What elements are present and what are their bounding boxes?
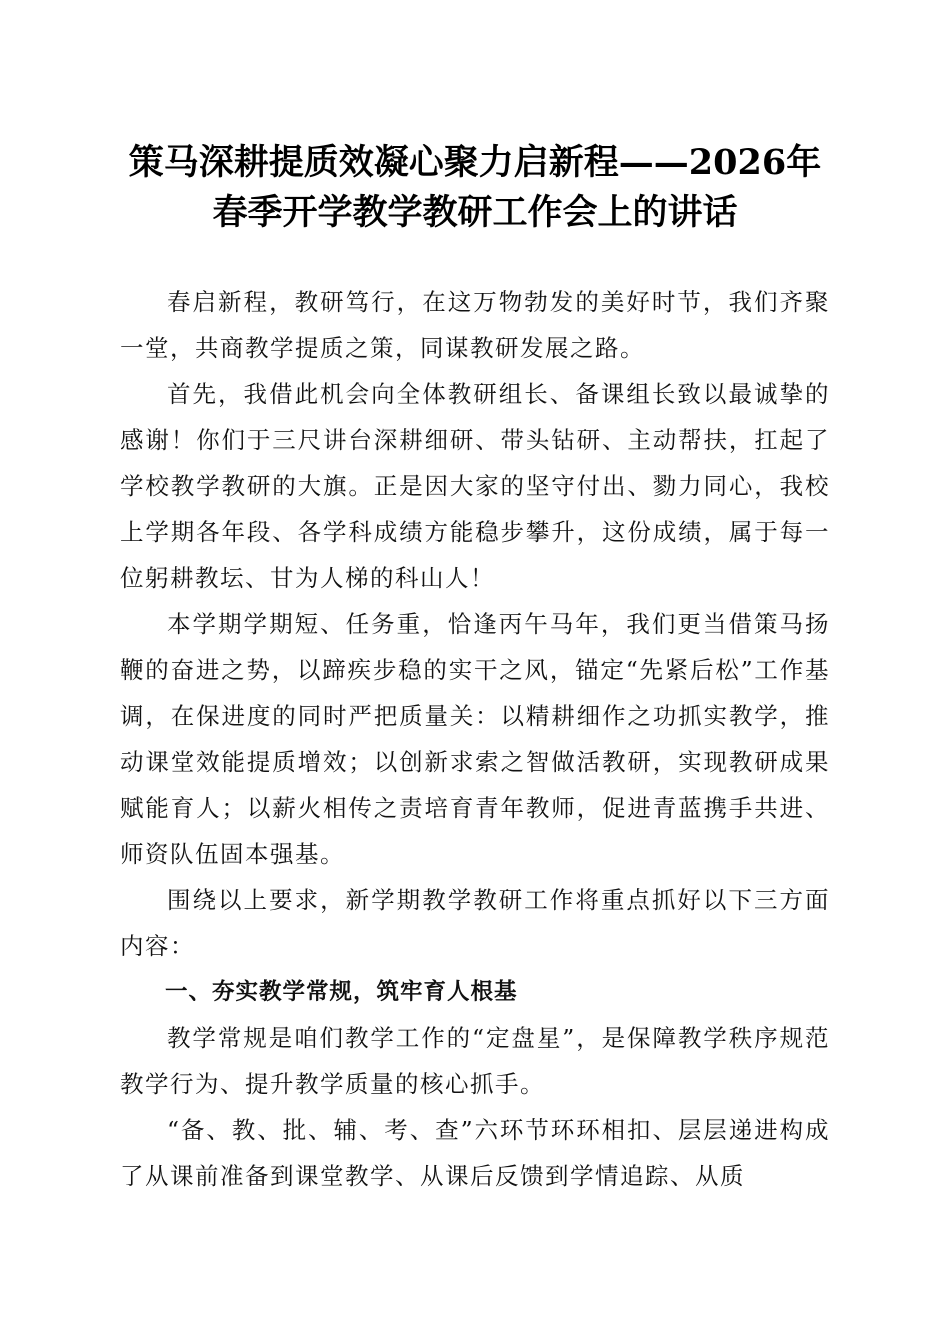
paragraph-opening: 春启新程，教研笃行，在这万物勃发的美好时节，我们齐聚一堂，共商教学提质之策，同谋教研发展之路。 [120, 288, 830, 362]
paragraph-overview: 围绕以上要求，新学期教学教研工作将重点抓好以下三方面内容： [120, 886, 830, 960]
document-body [120, 279, 830, 1199]
paragraph-six-steps: “备、教、批、辅、考、查”六环节环环相扣、层层递进构成了从课前准备到课堂教学、从课后反馈到学情追踪、从质 [120, 1116, 830, 1190]
title-line-2: 春季开学教学教研工作会上的讲话 [212, 192, 738, 233]
paragraph-semester-goals: 本学期学期短、任务重，恰逢丙午马年，我们更当借策马扬鞭的奋进之势，以蹄疾步稳的实干之风，锚定“先紧后松”工作基调，在保进度的同时严把质量关：以精耕细作之功抓实教学，推动课堂效能提质增效；以创新求索之智做活教研，实现教研成果赋能育人；以薪火相传之责培育青年教师，促进青蓝携手共进、师资队伍固本强基。 [120, 610, 830, 868]
paragraph-thanks: 首先，我借此机会向全体教研组长、备课组长致以最诚挚的感谢！你们于三尺讲台深耕细研、带头钻研、主动帮扶，扛起了学校教学教研的大旗。正是因大家的坚守付出、勠力同心，我校上学期各年段、各学科成绩方能稳步攀升，这份成绩，属于每一位躬耕教坛、甘为人梯的科山人！ [120, 380, 830, 592]
document-title [60, 138, 890, 238]
paragraph-teaching-routine: 教学常规是咱们教学工作的“定盘星”，是保障教学秩序规范教学行为、提升教学质量的核心抓手。 [120, 1024, 830, 1098]
section-heading-1: 一、夯实教学常规，筑牢育人根基 [165, 979, 518, 1005]
title-line-1: 策马深耕提质效凝心聚力启新程——2026年 [128, 142, 822, 183]
